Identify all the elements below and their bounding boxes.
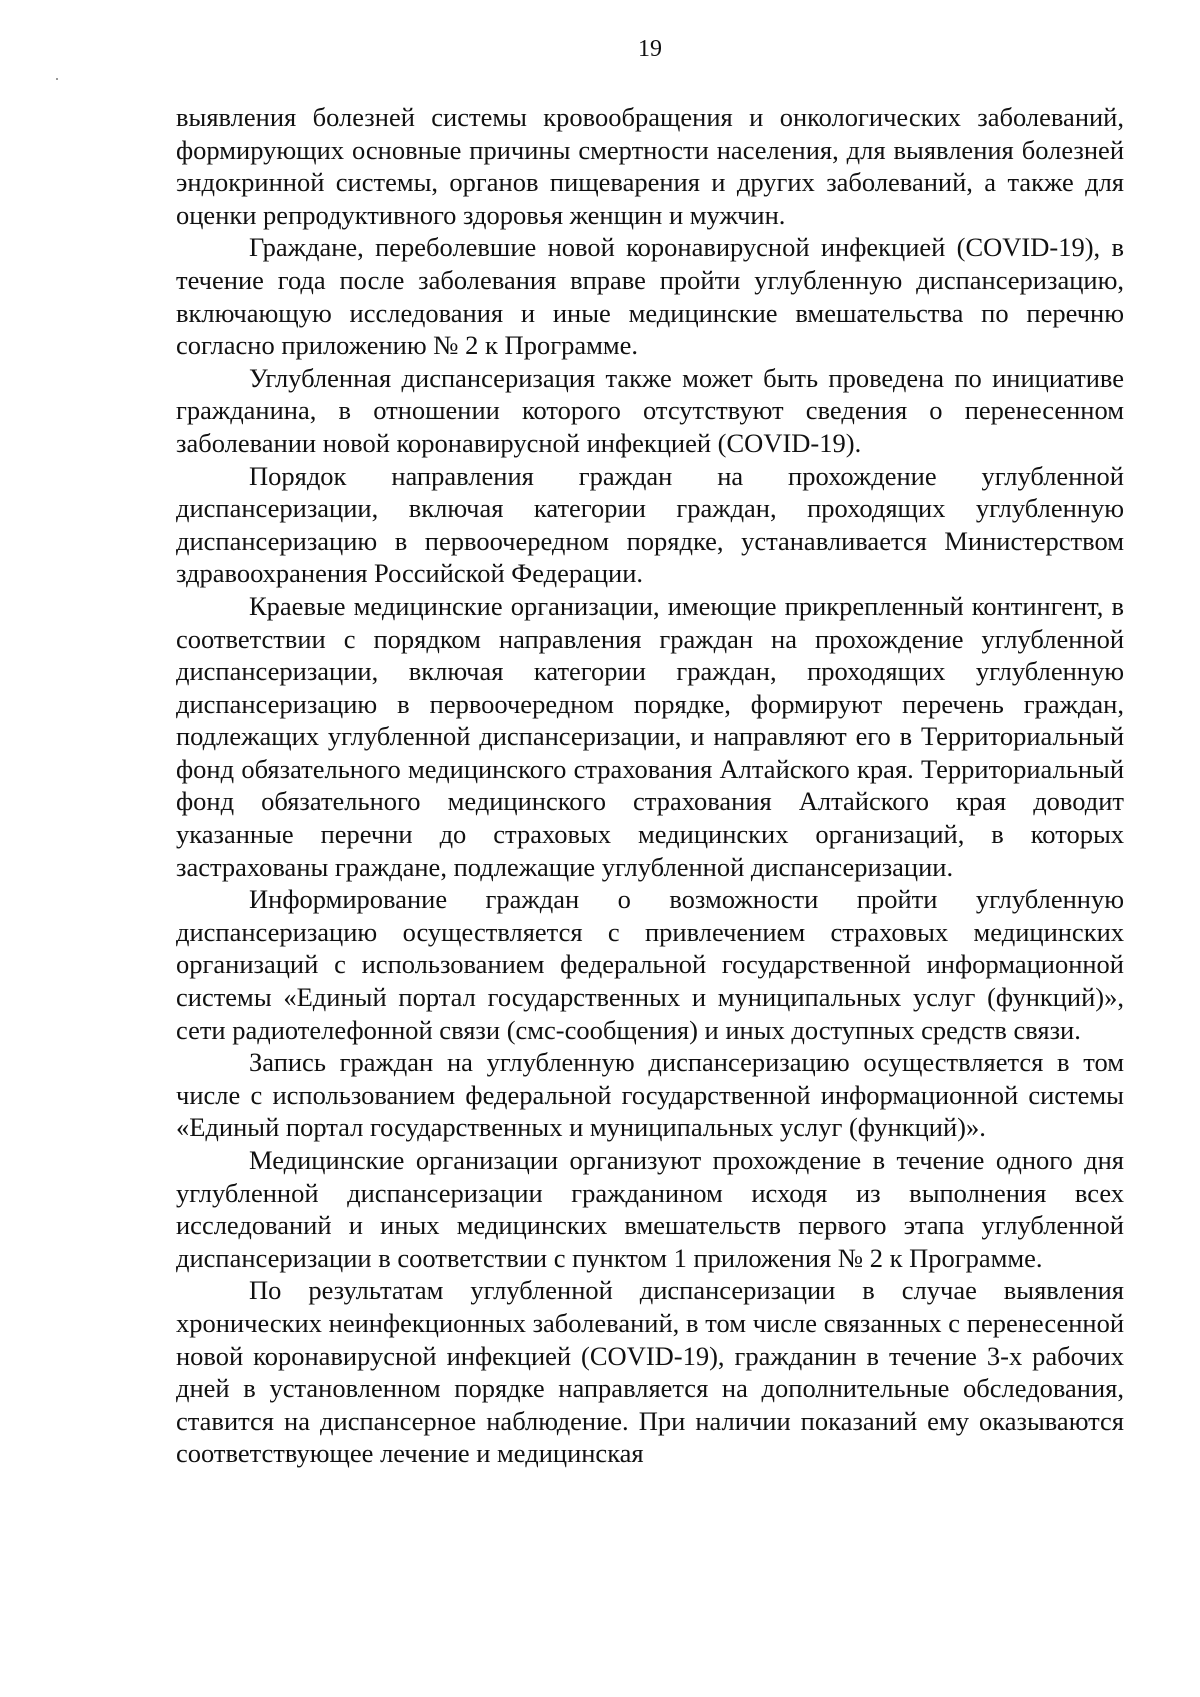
page-number: 19 (638, 36, 662, 62)
paragraph-registration: Запись граждан на углубленную диспансеризацию осуществляется в том числе с использованием федеральной государственной информационной системы «Единый портал государственных и муниципальных услуг (функций)». (176, 1047, 1124, 1143)
paragraph-continuation: выявления болезней системы кровообращения и онкологических заболеваний, формирующих основные причины смертности населения, для выявления болезней эндокринной системы, органов пищеварения и других заболеваний, а также для оценки репродуктивного здоровья женщин и мужчин. (176, 102, 1124, 230)
paragraph-referral-order: Порядок направления граждан на прохождение углубленной диспансеризации, включая категории граждан, проходящих углубленную диспансеризацию в первоочередном порядке, устанавливается Министерством здравоохранения Российской Федерации. (176, 460, 1124, 589)
paragraph-regional-organizations: Краевые медицинские организации, имеющие прикрепленный контингент, в соответствии с порядком направления граждан на прохождение углубленной диспансеризации, включая категории граждан, проходящих углубленную диспансеризацию в первоочередном порядке, формируют перечень граждан, подлежащих углубленной диспансеризации, и направляют его в Территориальный фонд обязательного медицинского страхования Алтайского края. Территориальный фонд обязательного медицинского страхования Алтайского края доводит указанные перечни до страховых медицинских организаций, в которых застрахованы граждане, подлежащие углубленной диспансеризации. (176, 590, 1124, 882)
paragraph-citizen-initiative: Углубленная диспансеризация также может быть проведена по инициативе гражданина, в отношении которого отсутствуют сведения о перенесенном заболевании новой коронавирусной инфекцией (COVID-19). (176, 362, 1124, 458)
paragraph-covid-recovered: Граждане, переболевшие новой коронавирусной инфекцией (COVID-19), в течение года после заболевания вправе пройти углубленную диспансеризацию, включающую исследования и иные медицинские вмешательства по перечню согласно приложению № 2 к Программе. (176, 232, 1124, 361)
body-text (176, 101, 1124, 1470)
paragraph-one-day: Медицинские организации организуют прохождение в течение одного дня углубленной диспансеризации гражданином исходя из выполнения всех исследований и иных медицинских вмешательств первого этапа углубленной диспансеризации в соответствии с пунктом 1 приложения № 2 к Программе. (176, 1145, 1124, 1273)
paragraph-results: По результатам углубленной диспансеризации в случае выявления хронических неинфекционных заболеваний, в том числе связанных с перенесенной новой коронавирусной инфекцией (COVID-19), гражданин в течение 3-х рабочих дней в установленном порядке направляется на дополнительные обследования, ставится на диспансерное наблюдение. При наличии показаний ему оказываются соответствующее лечение и медицинская (176, 1275, 1124, 1469)
paragraph-informing: Информирование граждан о возможности пройти углубленную диспансеризацию осуществляется с привлечением страховых медицинских организаций с использованием федеральной государственной информационной системы «Единый портал государственных и муниципальных услуг (функций)», сети радиотелефонной связи (смс-сообщения) и иных доступных средств связи. (176, 884, 1124, 1045)
scan-speck (56, 78, 58, 80)
